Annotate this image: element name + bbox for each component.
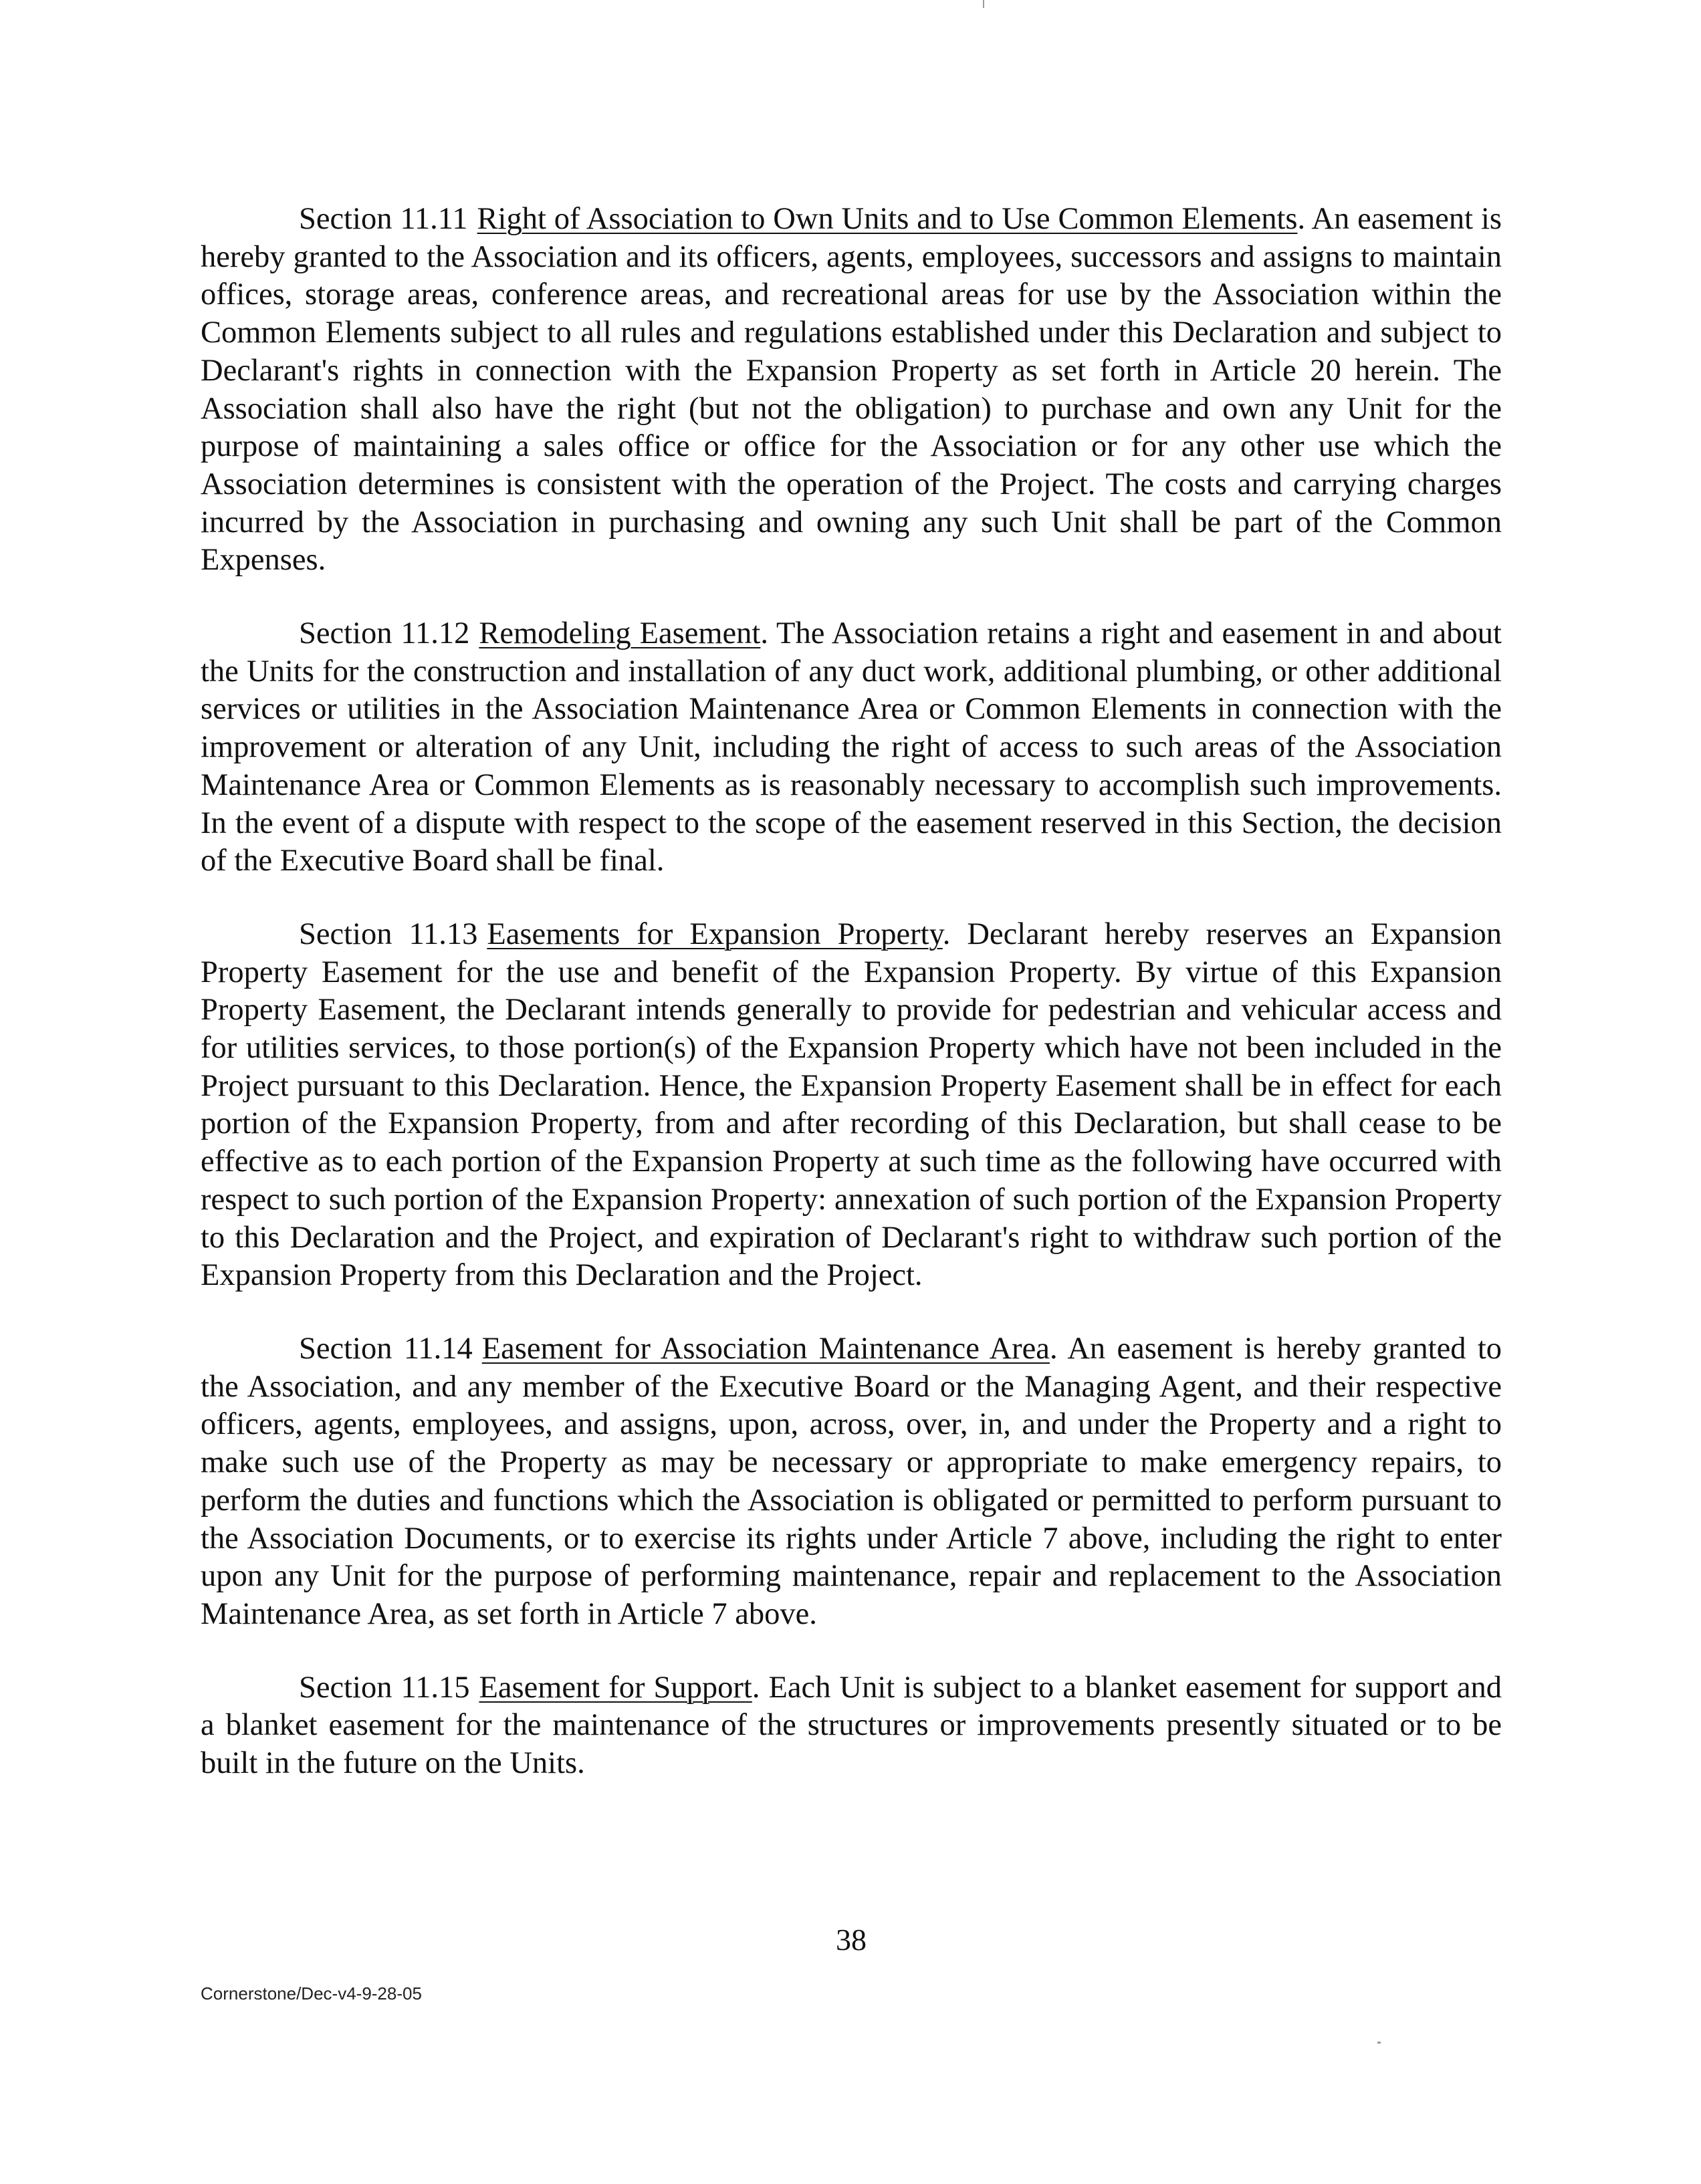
- section-11-11: [201, 201, 1502, 580]
- section-label: Section 11.12: [299, 616, 470, 651]
- section-title: Easement for Association Maintenance Area: [481, 1331, 1050, 1366]
- section-body: The Association retains a right and easement in and about the Units for the construction and installation of any duct work, additional plumbing, or other additional services or utilities in the Association Maintenance Area or Common Elements in connection with the improvement or alteration of any Unit, including the right of access to such areas of the Association Maintenance Area or Common Elements as is reasonably necessary to accomplish such improvements. In the event of a dispute with respect to the scope of the easement reserved in this Section, the decision of the Executive Board shall be final.: [201, 616, 1502, 878]
- section-body: An easement is hereby granted to the Association, and any member of the Executive Board or the Managing Agent, and their respective officers, agents, employees, and assigns, upon, across, over, in, and under the Property and a right to make such use of the Property as may be necessary or appropriate to make emergency repairs, to perform the duties and functions which the Association is obligated or permitted to perform pursuant to the Association Documents, or to exercise its rights under Article 7 above, including the right to enter upon any Unit for the purpose of performing maintenance, repair and replacement to the Association Maintenance Area, as set forth in Article 7 above.: [201, 1331, 1502, 1631]
- section-title-end: .: [1297, 202, 1306, 236]
- section-body: An easement is hereby granted to the Association and its officers, agents, employees, successors and assigns to maintain offices, storage areas, conference areas, and recreational areas for use by the Association within the Common Elements subject to all rules and regulations established under this Declaration and subject to Declarant's rights in connection with the Expansion Property as set forth in Article 20 herein. The Association shall also have the right (but not the obligation) to purchase and own any Unit for the purpose of maintaining a sales office or office for the Association or for any other use which the Association determines is consistent with the operation of the Project. The costs and carrying charges incurred by the Association in purchasing and owning any such Unit shall be part of the Common Expenses.: [201, 202, 1502, 578]
- section-title-end: .: [1049, 1331, 1058, 1366]
- section-label: Section 11.11: [299, 202, 468, 236]
- footer-document-id: Cornerstone/Dec-v4-9-28-05: [201, 1983, 422, 2004]
- section-body: Each Unit is subject to a blanket easement for support and a blanket easement for the maintenance of the structures or improvements presently situated or to be built in the future on the Units.: [201, 1670, 1502, 1781]
- section-11-12: [201, 615, 1502, 880]
- section-title: Right of Association to Own Units and to Use Common Elements: [477, 202, 1298, 236]
- section-label: Section 11.13: [299, 917, 478, 951]
- section-11-13: [201, 916, 1502, 1295]
- section-title-end: .: [752, 1670, 760, 1705]
- page-number: 38: [836, 1923, 867, 1957]
- section-11-15: [201, 1669, 1502, 1783]
- section-title: Easements for Expansion Property: [487, 917, 943, 951]
- section-title-end: .: [942, 917, 951, 951]
- section-title: Easement for Support: [479, 1670, 752, 1705]
- section-body: Declarant hereby reserves an Expansion Property Easement for the use and benefit of the Expansion Property. By virtue of this Expansion Property Easement, the Declarant intends generally to provide for pedestrian and vehicular access and for utilities services, to those portion(s) of the Expansion Property which have not been included in the Project pursuant to this Declaration. Hence, the Expansion Property Easement shall be in effect for each portion of the Expansion Property, from and after recording of this Declaration, but shall cease to be effective as to each portion of the Expansion Property at such time as the following have occurred with respect to such portion of the Expansion Property: annexation of such portion of the Expansion Property to this Declaration and the Project, and expiration of Declarant's right to withdraw such portion of the Expansion Property from this Declaration and the Project.: [201, 917, 1502, 1293]
- section-11-14: [201, 1330, 1502, 1634]
- scan-speck: [1377, 2042, 1381, 2044]
- section-label: Section 11.15: [299, 1670, 470, 1705]
- document-body: [201, 201, 1502, 1818]
- section-title-end: .: [760, 616, 768, 651]
- section-label: Section 11.14: [299, 1331, 473, 1366]
- scan-speck: [983, 0, 984, 8]
- section-title: Remodeling Easement: [479, 616, 761, 651]
